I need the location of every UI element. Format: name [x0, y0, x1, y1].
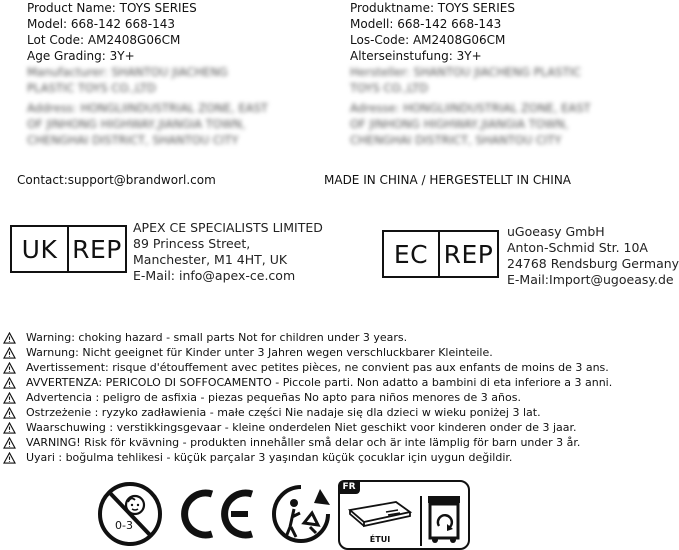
warning-text: Advertencia : peligro de asfixia - piezas pequeñas No apto para niños menores de 3 años. [26, 391, 521, 404]
uk-rep-badge-left: UK [12, 227, 69, 271]
ec-rep-city: 24768 Rendsburg Germany [507, 256, 679, 271]
ec-rep-company: uGoeasy GmbH [507, 224, 605, 239]
manufacturer-blurred: PLASTIC TOYS CO.,LTD [27, 81, 156, 95]
warning-triangle-icon [3, 392, 16, 404]
warning-text: Warning: choking hazard - small parts Not for children under 3 years. [26, 331, 408, 344]
ec-rep-badge-left: EC [384, 232, 440, 276]
warning-line [3, 405, 541, 420]
warning-line [3, 420, 577, 435]
manufacturer-blurred: Manufacturer: SHANTOU JIACHENG [27, 65, 228, 79]
warning-line [3, 435, 580, 450]
model: Model: 668-142 668-143 [27, 17, 175, 31]
warning-triangle-icon [3, 377, 16, 389]
warning-triangle-icon [3, 332, 16, 344]
product-name: Product Name: TOYS SERIES [27, 1, 197, 15]
lot-code-de: Los-Code: AM2408G06CM [350, 33, 506, 47]
warning-text: AVVERTENZA: PERICOLO DI SOFFOCAMENTO - Piccole parti. Non adatto a bambini di eta inferiore a 3 anni. [26, 376, 613, 389]
fr-sorting-label [338, 480, 470, 550]
warning-line [3, 360, 609, 375]
warning-line [3, 450, 512, 465]
left-info-block [27, 0, 268, 148]
ec-rep-email: E-Mail:Import@ugoeasy.de [507, 272, 674, 287]
warning-text: Avertissement: risque d'étouffement avec petites pièces, ne convient pas aux enfants de moins de 3 ans. [26, 361, 609, 374]
uk-rep-badge [10, 225, 127, 273]
warning-line [3, 390, 521, 405]
model-de: Modell: 668-142 668-143 [350, 17, 502, 31]
age-label: 0-3 [115, 519, 133, 532]
address-blurred: OF JINHONG HIGHWAY,JIANGIA TOWN, [27, 117, 246, 131]
ec-rep-badge-right: REP [443, 239, 494, 269]
ec-rep-street: Anton-Schmid Str. 10A [507, 240, 648, 255]
uk-rep-street: 89 Princess Street, [133, 236, 251, 251]
manufacturer-blurred-de: Hersteller: SHANTOU JIACHENG PLASTIC [350, 65, 581, 79]
product-name-de: Produktname: TOYS SERIES [350, 1, 515, 15]
box-icon [346, 498, 414, 528]
uk-rep-city: Manchester, M1 4HT, UK [133, 252, 288, 267]
address-blurred-de: Adresse: HONGLIINDUSTRIAL ZONE, EAST [350, 101, 591, 115]
fr-tag: FR [338, 480, 360, 494]
warning-text: Warnung: Nicht geeignet für Kinder unter 3 Jahren wegen verschluckbarer Kleinteile. [26, 346, 493, 359]
triman-icon [270, 483, 332, 545]
ec-rep-address [507, 224, 679, 288]
warning-text: Waarschuwing : verstikkingsgevaar - kleine onderdelen Niet geschikt voor kinderen onder de 3 jaar. [26, 421, 577, 434]
uk-rep-badge-right: REP [72, 234, 122, 264]
ce-mark-icon [180, 488, 256, 540]
contact-email: Contact:support@brandworl.com [17, 173, 216, 187]
warning-line [3, 330, 407, 345]
warning-text: Ostrzeżenie : ryzyko zadławienia - małe części Nie nadaje się dla dzieci w wieku poniżej 3 lat. [26, 406, 541, 419]
no-under-3-icon [97, 481, 163, 547]
warning-triangle-icon [3, 347, 16, 359]
uk-rep-company: APEX CE SPECIALISTS LIMITED [133, 220, 323, 235]
manufacturer-blurred-de: TOYS CO.,LTD [350, 81, 429, 95]
warning-triangle-icon [3, 437, 16, 449]
etui-panel [340, 496, 422, 546]
warning-text: VARNING! Risk för kvävning - produkten innehåller små delar och är inte lämplig för barn under 3 år. [26, 436, 581, 449]
warning-triangle-icon [3, 452, 16, 464]
ec-rep-badge [382, 230, 499, 278]
address-blurred: Address: HONGLIINDUSTRIAL ZONE, EAST [27, 101, 268, 115]
address-blurred: CHENGHAI DISTRICT, SHANTOU CITY [27, 133, 239, 147]
warning-line [3, 375, 612, 390]
right-info-block [350, 0, 591, 148]
uk-rep-email: E-Mail: info@apex-ce.com [133, 268, 296, 283]
address-blurred-de: OF JINHONG HIGHWAY,JIANGIA TOWN, [350, 117, 569, 131]
warning-triangle-icon [3, 362, 16, 374]
address-blurred-de: CHENGHAI DISTRICT, SHANTOU CITY [350, 133, 562, 147]
age-grading: Age Grading: 3Y+ [27, 49, 135, 63]
lot-code: Lot Code: AM2408G06CM [27, 33, 181, 47]
warning-line [3, 345, 493, 360]
warning-text: Uyari : boğulma tehlikesi - küçük parçalar 3 yaşından küçük çocuklar için uygun değildir. [26, 451, 513, 464]
warning-triangle-icon [3, 407, 16, 419]
recycle-bin-icon [426, 494, 462, 544]
warning-triangle-icon [3, 422, 16, 434]
etui-label: ÉTUI [369, 535, 391, 544]
uk-rep-address [133, 220, 323, 284]
made-in-label: MADE IN CHINA / HERGESTELLT IN CHINA [324, 173, 572, 187]
age-grading-de: Alterseinstufung: 3Y+ [350, 49, 482, 63]
